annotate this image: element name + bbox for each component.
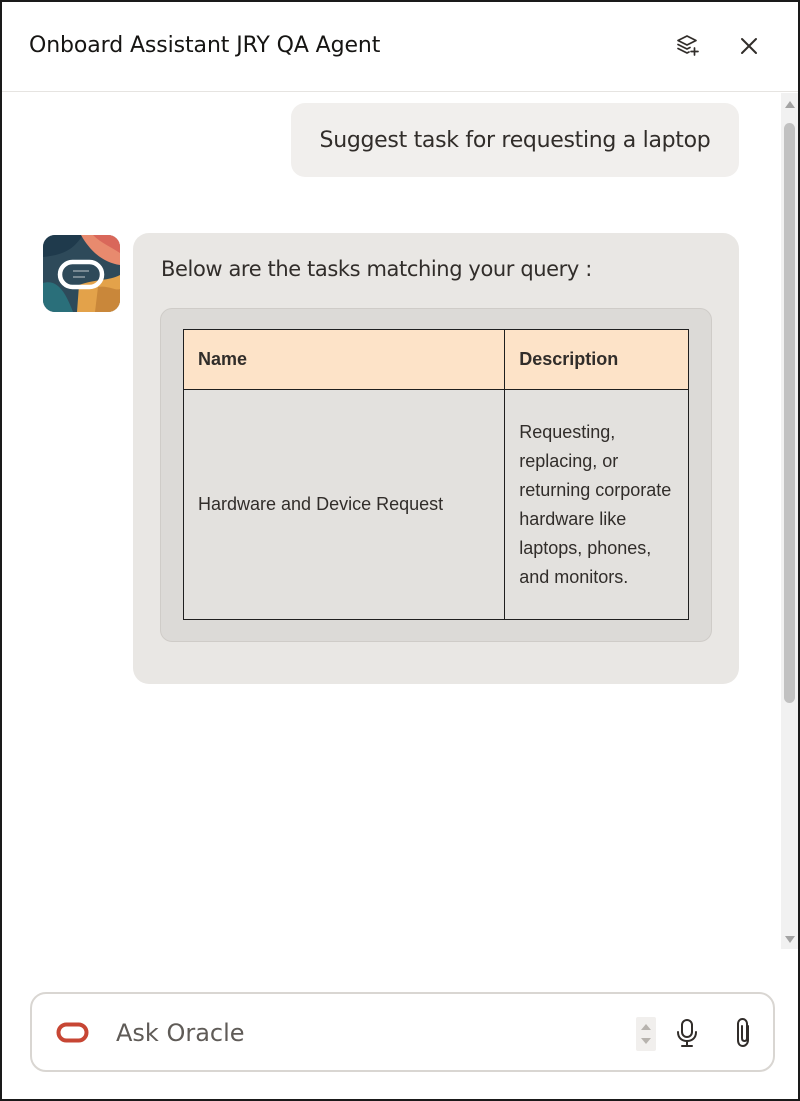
close-icon	[739, 36, 759, 56]
input-spinner[interactable]	[636, 1017, 656, 1051]
tasks-table	[183, 329, 689, 620]
oracle-assistant-avatar-icon	[43, 235, 120, 312]
spinner-up-icon[interactable]	[641, 1024, 651, 1030]
vertical-scrollbar[interactable]	[781, 93, 798, 949]
column-header-name: Name	[184, 330, 505, 390]
paperclip-icon	[729, 1016, 759, 1050]
scroll-down-arrow-icon[interactable]	[785, 936, 795, 943]
assistant-message-bubble	[133, 233, 739, 684]
panel-title: Onboard Assistant JRY QA Agent	[29, 33, 381, 58]
microphone-button[interactable]	[672, 1016, 702, 1050]
message-input-bar	[30, 992, 775, 1072]
table-header-row	[184, 330, 689, 390]
user-message-bubble	[291, 103, 739, 177]
scrollbar-thumb[interactable]	[784, 123, 795, 703]
conversation-area[interactable]	[2, 93, 798, 949]
assistant-message-intro: Below are the tasks matching your query :	[161, 257, 592, 281]
spinner-down-icon[interactable]	[641, 1038, 651, 1044]
layers-plus-button[interactable]	[673, 31, 703, 61]
user-message-text: Suggest task for requesting a laptop	[319, 127, 711, 153]
layers-plus-icon	[675, 33, 701, 59]
attach-button[interactable]	[729, 1016, 759, 1050]
ask-oracle-input[interactable]	[116, 1016, 616, 1050]
task-description-cell: Requesting, replacing, or returning corporate hardware like laptops, phones, and monitors.	[505, 390, 689, 620]
tasks-table-card	[160, 308, 712, 642]
close-button[interactable]	[734, 31, 764, 61]
scroll-up-arrow-icon[interactable]	[785, 101, 795, 108]
task-name-cell: Hardware and Device Request	[184, 390, 505, 620]
table-row	[184, 390, 689, 620]
microphone-icon	[672, 1016, 702, 1050]
column-header-description: Description	[505, 330, 689, 390]
assistant-avatar	[43, 235, 120, 312]
oracle-logo-icon	[56, 1022, 89, 1043]
panel-header	[2, 2, 798, 92]
